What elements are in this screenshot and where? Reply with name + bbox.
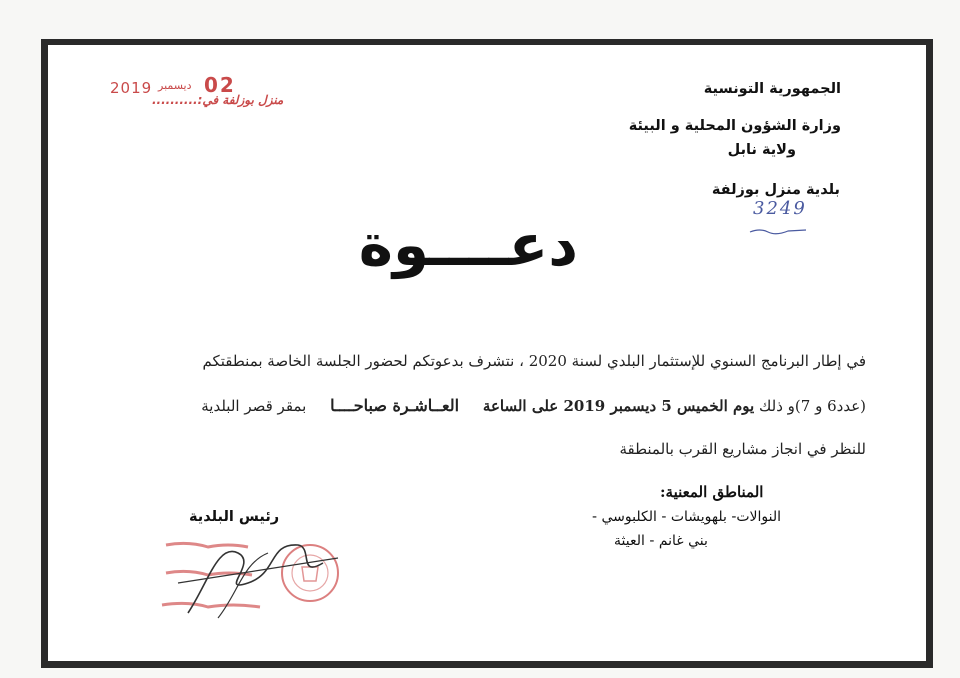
stamp-year: 2019 [110, 79, 153, 97]
body-line-2-date: يوم الخميس 5 ديسمبر 2019 على الساعة [482, 397, 755, 415]
document-frame [41, 39, 933, 668]
body-line-2 [201, 396, 866, 415]
header-municipality: بلدية منزل بوزلفة [711, 182, 840, 198]
header-republic: الجمهورية التونسية [703, 81, 841, 97]
signature-stamp-icon [148, 523, 348, 633]
areas-line-1: النوالات- بلهويشات - الكلبوسي - [592, 509, 782, 525]
body-line-3: للنظر في انجاز مشاريع القرب بالمنطقة [619, 440, 866, 458]
header-ministry: وزارة الشؤون المحلية و البيئة [628, 118, 841, 134]
body-line-1: في إطار البرنامج السنوي للإستثمار البلدي لسنة 2020 ، نتشرف بدعوتكم لحضور الجلسة الخاصة بمنطقتكم [202, 352, 866, 370]
document-title: دعــــوة [358, 211, 578, 279]
body-line-2-zones: (عدد6 و 7)و ذلك [759, 397, 866, 415]
areas-title: المناطق المعنية: [660, 483, 764, 501]
reference-scribble-icon [748, 226, 808, 236]
reference-number: 3249 [753, 198, 807, 219]
areas-line-2: بني غانم - العيثة [614, 533, 708, 549]
stamp-month: ديسمبر [158, 79, 192, 92]
body-line-2-place: بمقر قصر البلدية [201, 397, 307, 415]
stamp-day: 02 [204, 73, 236, 97]
stamp-place-line: منزل بوزلفة في:.......... [152, 93, 284, 107]
body-line-2-time: العــاشـرة صباحــــا [330, 396, 460, 415]
header-governorate: ولاية نابل [727, 142, 796, 158]
mayor-title: رئيس البلدية [189, 509, 280, 525]
